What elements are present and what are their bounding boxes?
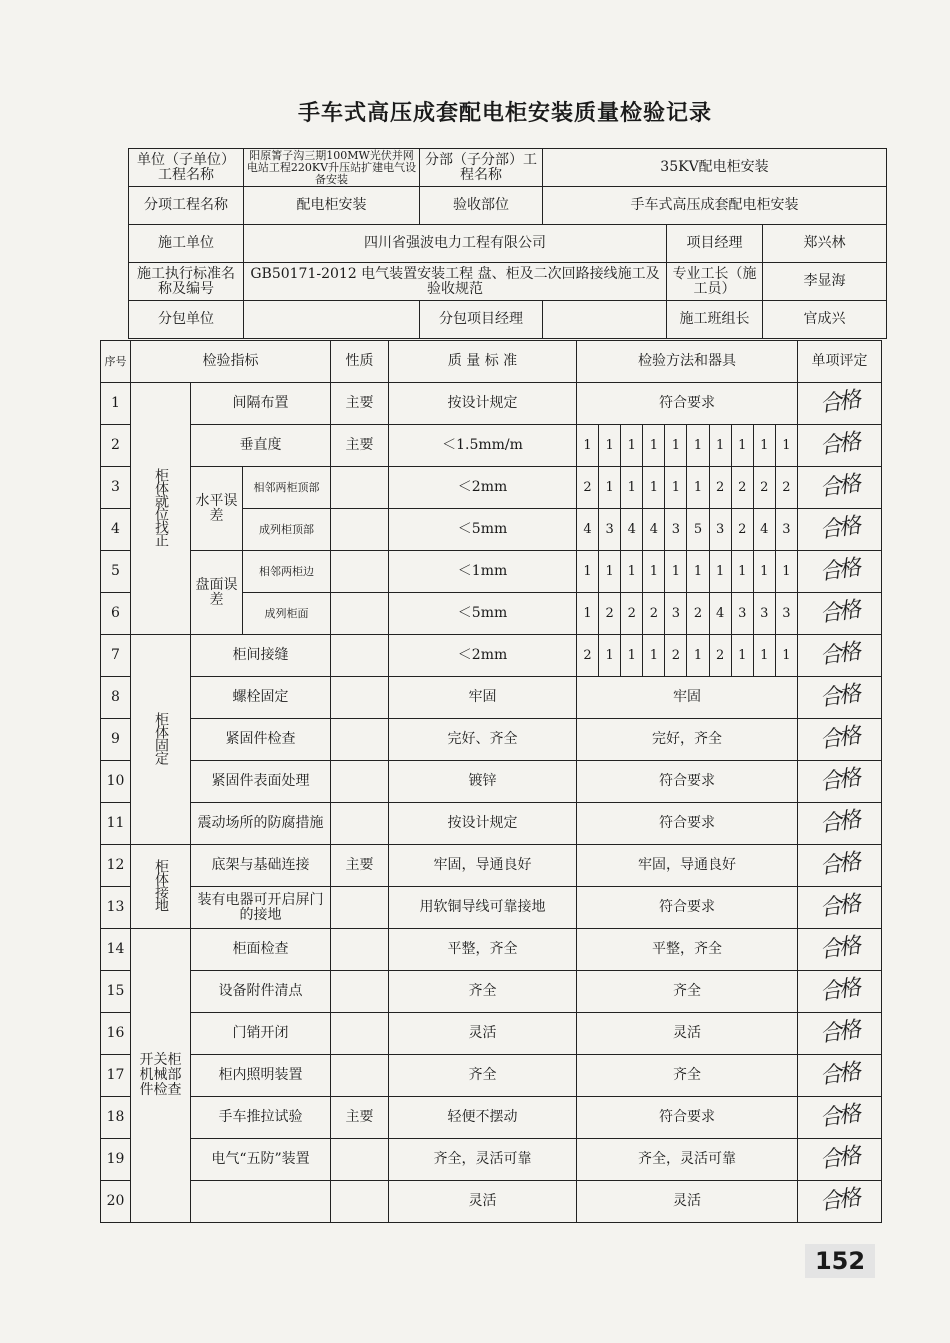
row-nature <box>331 551 389 593</box>
evaluation-signature: 合格 <box>818 806 861 838</box>
measured-value: 1 <box>731 425 753 467</box>
measured-value: 1 <box>687 635 709 677</box>
measured-value: 1 <box>687 551 709 593</box>
row-no: 20 <box>101 1181 131 1223</box>
row-standard: 平整，齐全 <box>389 929 577 971</box>
table-row <box>101 383 882 425</box>
row-no: 14 <box>101 929 131 971</box>
row-nature <box>331 593 389 635</box>
table-row <box>101 887 882 929</box>
row-method: 符合要求 <box>577 383 798 425</box>
row-nature <box>331 887 389 929</box>
part-label: 分部（子分部）工程名称 <box>420 149 543 187</box>
measured-value: 2 <box>643 593 665 635</box>
subcontract-value <box>244 301 420 339</box>
row-no: 18 <box>101 1097 131 1139</box>
group-label <box>131 845 191 929</box>
measured-value: 3 <box>665 593 687 635</box>
pm-value: 郑兴林 <box>763 225 887 263</box>
row-no: 1 <box>101 383 131 425</box>
row-no: 7 <box>101 635 131 677</box>
row-standard: 牢固，导通良好 <box>389 845 577 887</box>
row-evaluation <box>798 1013 882 1055</box>
row-indicator: 柜间接缝 <box>191 635 331 677</box>
row-standard: 灵活 <box>389 1013 577 1055</box>
row-indicator: 柜面检查 <box>191 929 331 971</box>
row-standard: 齐全，灵活可靠 <box>389 1139 577 1181</box>
group-label <box>131 635 191 845</box>
table-row <box>101 1139 882 1181</box>
subitem-value: 配电柜安装 <box>244 187 420 225</box>
measured-value: 1 <box>577 551 599 593</box>
evaluation-signature: 合格 <box>818 1058 861 1090</box>
row-indicator: 柜内照明装置 <box>191 1055 331 1097</box>
measured-value: 5 <box>687 509 709 551</box>
row-nature <box>331 1139 389 1181</box>
measured-value: 1 <box>731 551 753 593</box>
measured-value: 4 <box>621 509 643 551</box>
row-indicator: 门销开闭 <box>191 1013 331 1055</box>
row-standard: ＜5mm <box>389 593 577 635</box>
evaluation-signature: 合格 <box>818 554 861 586</box>
row-no: 6 <box>101 593 131 635</box>
row-method: 牢固 <box>577 677 798 719</box>
measured-value: 3 <box>709 509 731 551</box>
page-title: 手车式高压成套配电柜安装质量检验记录 <box>297 101 712 126</box>
accept-value: 手车式高压成套配电柜安装 <box>543 187 887 225</box>
row-indicator: 底架与基础连接 <box>191 845 331 887</box>
measured-value: 1 <box>577 425 599 467</box>
col-indicator: 检验指标 <box>131 341 331 383</box>
measured-value: 4 <box>577 509 599 551</box>
measured-value: 3 <box>731 593 753 635</box>
row-standard: 按设计规定 <box>389 803 577 845</box>
row-standard: 牢固 <box>389 677 577 719</box>
construct-value: 四川省强波电力工程有限公司 <box>244 225 667 263</box>
row-nature <box>331 467 389 509</box>
evaluation-signature: 合格 <box>818 386 861 418</box>
group-label-text: 柜体接地 <box>153 858 169 911</box>
measured-value: 1 <box>599 551 621 593</box>
measured-value: 1 <box>621 551 643 593</box>
row-method: 符合要求 <box>577 803 798 845</box>
row-standard: 完好、齐全 <box>389 719 577 761</box>
group-label <box>131 383 191 635</box>
leader-label: 施工班组长 <box>667 301 763 339</box>
row-indicator: 设备附件清点 <box>191 971 331 1013</box>
measured-value: 2 <box>709 467 731 509</box>
col-no: 序号 <box>101 341 131 383</box>
row-evaluation <box>798 1181 882 1223</box>
std-label: 施工执行标准名称及编号 <box>129 263 244 301</box>
table-row <box>101 929 882 971</box>
row-indicator: 相邻两柜边 <box>243 551 331 593</box>
row-evaluation <box>798 677 882 719</box>
measured-value: 1 <box>621 467 643 509</box>
table-row <box>101 425 882 467</box>
measured-value: 2 <box>709 635 731 677</box>
row-no: 13 <box>101 887 131 929</box>
part-value: 35KV配电柜安装 <box>543 149 887 187</box>
group-label-text: 柜体固定 <box>153 711 169 764</box>
row-indicator: 间隔布置 <box>191 383 331 425</box>
table-row <box>101 971 882 1013</box>
row-method: 完好，齐全 <box>577 719 798 761</box>
row-evaluation <box>798 1139 882 1181</box>
col-eval: 单项评定 <box>798 341 882 383</box>
measured-value: 2 <box>731 467 753 509</box>
row-indicator: 震动场所的防腐措施 <box>191 803 331 845</box>
table-row <box>101 677 882 719</box>
measured-value: 1 <box>687 425 709 467</box>
row-indicator: 相邻两柜顶部 <box>243 467 331 509</box>
group-label <box>131 929 191 1223</box>
construct-label: 施工单位 <box>129 225 244 263</box>
row-method: 牢固，导通良好 <box>577 845 798 887</box>
row-nature <box>331 803 389 845</box>
measured-value: 4 <box>643 509 665 551</box>
row-method: 平整，齐全 <box>577 929 798 971</box>
row-nature: 主要 <box>331 425 389 467</box>
pm-label: 项目经理 <box>667 225 763 263</box>
evaluation-signature: 合格 <box>818 890 861 922</box>
row-standard: 用软铜导线可靠接地 <box>389 887 577 929</box>
row-no: 8 <box>101 677 131 719</box>
table-row <box>101 1055 882 1097</box>
table-row <box>101 761 882 803</box>
measured-value: 1 <box>731 635 753 677</box>
row-no: 4 <box>101 509 131 551</box>
row-no: 9 <box>101 719 131 761</box>
evaluation-signature: 合格 <box>818 722 861 754</box>
row-standard: 齐全 <box>389 971 577 1013</box>
row-no: 12 <box>101 845 131 887</box>
measured-value: 1 <box>621 635 643 677</box>
measured-value: 1 <box>643 551 665 593</box>
measured-value: 1 <box>775 425 797 467</box>
row-evaluation <box>798 1097 882 1139</box>
row-evaluation <box>798 593 882 635</box>
measured-value: 1 <box>753 551 775 593</box>
group-label-text: 柜体就位找正 <box>153 467 169 546</box>
measured-value: 3 <box>665 509 687 551</box>
row-method: 符合要求 <box>577 887 798 929</box>
measured-value: 2 <box>731 509 753 551</box>
subcontract-label: 分包单位 <box>129 301 244 339</box>
measured-value: 1 <box>599 635 621 677</box>
row-no: 5 <box>101 551 131 593</box>
row-standard: ＜2mm <box>389 467 577 509</box>
row-evaluation <box>798 635 882 677</box>
row-no: 19 <box>101 1139 131 1181</box>
table-row <box>101 551 882 593</box>
inspection-rows <box>101 341 882 1223</box>
row-indicator <box>191 1181 331 1223</box>
table-row <box>101 1013 882 1055</box>
page-number: 152 <box>805 1244 875 1278</box>
row-method: 符合要求 <box>577 1097 798 1139</box>
row-no: 3 <box>101 467 131 509</box>
table-row <box>101 635 882 677</box>
foreman-label: 专业工长（施工员） <box>667 263 763 301</box>
evaluation-signature: 合格 <box>818 1100 861 1132</box>
col-nature: 性质 <box>331 341 389 383</box>
row-method: 齐全，灵活可靠 <box>577 1139 798 1181</box>
inspection-table <box>100 340 882 1223</box>
row-nature <box>331 719 389 761</box>
row-evaluation <box>798 761 882 803</box>
row-indicator: 螺栓固定 <box>191 677 331 719</box>
measured-value: 1 <box>643 425 665 467</box>
row-indicator: 垂直度 <box>191 425 331 467</box>
row-method: 齐全 <box>577 971 798 1013</box>
row-standard: 灵活 <box>389 1181 577 1223</box>
measured-value: 2 <box>577 635 599 677</box>
foreman-value: 李显海 <box>763 263 887 301</box>
row-evaluation <box>798 551 882 593</box>
row-nature <box>331 761 389 803</box>
measured-value: 1 <box>599 467 621 509</box>
measured-value: 1 <box>753 635 775 677</box>
std-value: GB50171-2012 电气装置安装工程 盘、柜及二次回路接线施工及验收规范 <box>244 263 667 301</box>
table-row <box>101 1181 882 1223</box>
measured-value: 2 <box>753 467 775 509</box>
subpm-label: 分包项目经理 <box>420 301 543 339</box>
row-no: 10 <box>101 761 131 803</box>
table-row <box>101 845 882 887</box>
row-nature <box>331 971 389 1013</box>
evaluation-signature: 合格 <box>818 638 861 670</box>
evaluation-signature: 合格 <box>818 512 861 544</box>
evaluation-signature: 合格 <box>818 470 861 502</box>
measured-value: 1 <box>599 425 621 467</box>
evaluation-signature: 合格 <box>818 848 861 880</box>
row-evaluation <box>798 971 882 1013</box>
measured-value: 1 <box>709 551 731 593</box>
unit-label: 单位（子单位）工程名称 <box>129 149 244 187</box>
table-row <box>101 1097 882 1139</box>
measured-value: 1 <box>687 467 709 509</box>
measured-value: 2 <box>577 467 599 509</box>
col-standard: 质 量 标 准 <box>389 341 577 383</box>
row-no: 16 <box>101 1013 131 1055</box>
row-standard: ＜5mm <box>389 509 577 551</box>
row-nature <box>331 635 389 677</box>
row-standard: ＜1mm <box>389 551 577 593</box>
group-label-text: 开关柜机械部件检查 <box>139 1052 182 1098</box>
measured-value: 4 <box>753 509 775 551</box>
subitem-label: 分项工程名称 <box>129 187 244 225</box>
measured-value: 2 <box>687 593 709 635</box>
subpm-value <box>543 301 667 339</box>
row-standard: 镀锌 <box>389 761 577 803</box>
row-evaluation <box>798 509 882 551</box>
row-nature <box>331 929 389 971</box>
row-indicator: 成列柜顶部 <box>243 509 331 551</box>
row-evaluation <box>798 383 882 425</box>
row-evaluation <box>798 887 882 929</box>
row-nature: 主要 <box>331 383 389 425</box>
row-no: 15 <box>101 971 131 1013</box>
row-method: 符合要求 <box>577 761 798 803</box>
measured-value: 1 <box>643 635 665 677</box>
evaluation-signature: 合格 <box>818 596 861 628</box>
measured-value: 2 <box>621 593 643 635</box>
measured-value: 1 <box>709 425 731 467</box>
row-method: 灵活 <box>577 1013 798 1055</box>
row-evaluation <box>798 719 882 761</box>
row-evaluation <box>798 467 882 509</box>
row-standard: ＜1.5mm/m <box>389 425 577 467</box>
row-standard: ＜2mm <box>389 635 577 677</box>
measured-value: 3 <box>775 509 797 551</box>
row-nature <box>331 1013 389 1055</box>
measured-value: 1 <box>775 635 797 677</box>
measured-value: 2 <box>665 635 687 677</box>
row-indicator: 紧固件检查 <box>191 719 331 761</box>
measured-value: 4 <box>709 593 731 635</box>
row-indicator: 紧固件表面处理 <box>191 761 331 803</box>
measured-value: 1 <box>665 551 687 593</box>
leader-value: 官成兴 <box>763 301 887 339</box>
evaluation-signature: 合格 <box>818 1016 861 1048</box>
measured-value: 1 <box>621 425 643 467</box>
row-indicator: 成列柜面 <box>243 593 331 635</box>
evaluation-signature: 合格 <box>818 764 861 796</box>
evaluation-signature: 合格 <box>818 932 861 964</box>
table-row <box>101 719 882 761</box>
table-row <box>101 803 882 845</box>
measured-value: 3 <box>599 509 621 551</box>
table-row <box>101 467 882 509</box>
row-method: 齐全 <box>577 1055 798 1097</box>
row-standard: 轻便不摆动 <box>389 1097 577 1139</box>
measured-value: 1 <box>577 593 599 635</box>
subgroup-label: 水平误差 <box>191 467 243 551</box>
row-indicator: 手车推拉试验 <box>191 1097 331 1139</box>
subgroup-label: 盘面误差 <box>191 551 243 635</box>
evaluation-signature: 合格 <box>818 974 861 1006</box>
row-nature: 主要 <box>331 845 389 887</box>
row-method: 灵活 <box>577 1181 798 1223</box>
row-nature: 主要 <box>331 1097 389 1139</box>
unit-value: 阳原箐子沟三期100MW光伏并网电站工程220KV升压站扩建电气设备安装 <box>244 149 420 187</box>
evaluation-signature: 合格 <box>818 428 861 460</box>
row-indicator: 电气“五防”装置 <box>191 1139 331 1181</box>
accept-label: 验收部位 <box>420 187 543 225</box>
measured-value: 1 <box>643 467 665 509</box>
measured-value: 2 <box>775 467 797 509</box>
measured-value: 1 <box>753 425 775 467</box>
measured-value: 3 <box>753 593 775 635</box>
row-standard: 齐全 <box>389 1055 577 1097</box>
measured-value: 1 <box>775 551 797 593</box>
row-nature <box>331 1055 389 1097</box>
row-no: 11 <box>101 803 131 845</box>
measured-value: 1 <box>665 467 687 509</box>
measured-value: 3 <box>775 593 797 635</box>
measured-value: 2 <box>599 593 621 635</box>
evaluation-signature: 合格 <box>818 1142 861 1174</box>
row-no: 17 <box>101 1055 131 1097</box>
row-nature <box>331 677 389 719</box>
row-standard: 按设计规定 <box>389 383 577 425</box>
row-nature <box>331 509 389 551</box>
row-evaluation <box>798 845 882 887</box>
col-method: 检验方法和器具 <box>577 341 798 383</box>
measured-value: 1 <box>665 425 687 467</box>
evaluation-signature: 合格 <box>818 680 861 712</box>
row-no: 2 <box>101 425 131 467</box>
row-nature <box>331 1181 389 1223</box>
row-evaluation <box>798 425 882 467</box>
header-table <box>128 148 887 339</box>
row-indicator: 装有电器可开启屏门的接地 <box>191 887 331 929</box>
row-evaluation <box>798 1055 882 1097</box>
row-evaluation <box>798 803 882 845</box>
evaluation-signature: 合格 <box>818 1184 861 1216</box>
row-evaluation <box>798 929 882 971</box>
